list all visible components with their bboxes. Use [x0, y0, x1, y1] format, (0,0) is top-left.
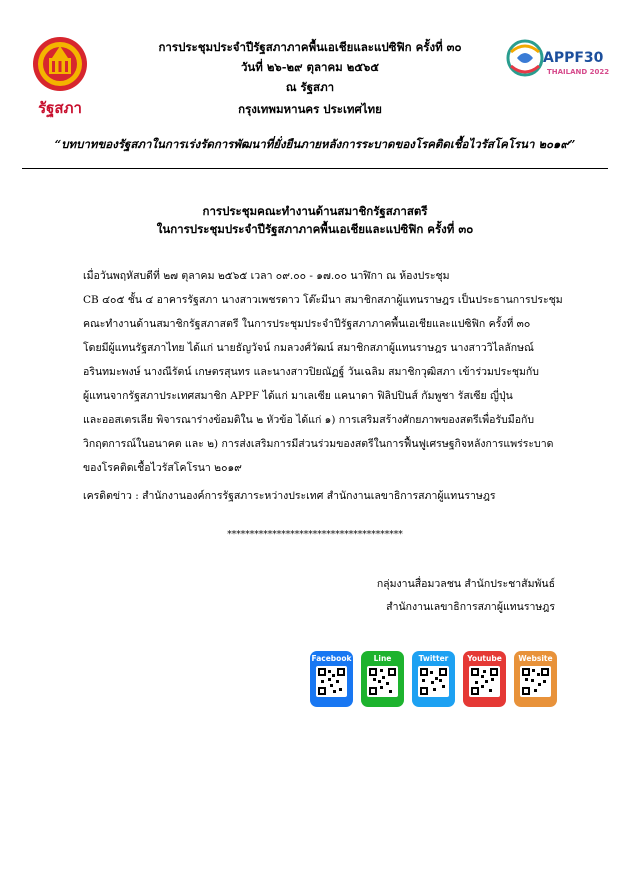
body-line: วิกฤตการณ์ในอนาคต และ ๒) การส่งเสริมการมีส่วนร่วมของสตรีในการฟื้นฟูเศรษฐกิจหลังการแพร่ระบาด: [83, 438, 554, 450]
signature-line-2: สำนักงานเลขาธิการสภาผู้แทนราษฎร: [386, 601, 555, 613]
body-line: คณะทำงานด้านสมาชิกรัฐสภาสตรี ในการประชุมประจำปีรัฐสภาภาคพื้นเอเชียและแปซิฟิก ครั้งที่ ๓๐: [83, 318, 531, 330]
social-label: Website: [518, 654, 553, 663]
line-qr-card[interactable]: [361, 651, 404, 707]
twitter-qr-icon[interactable]: [418, 666, 449, 697]
youtube-qr-icon[interactable]: [469, 666, 500, 697]
separator-stars: ***************************************: [227, 530, 403, 540]
header-theme: “บทบาทของรัฐสภาในการเร่งรัดการพัฒนาที่ยั่งยืนภายหลังการระบาดของโรคติดเชื้อไวรัสโคโรนา ๒๐๑๙”: [54, 137, 576, 151]
header-venue: ณ รัฐสภา: [285, 80, 335, 94]
parliament-seal-icon: [32, 36, 88, 92]
facebook-qr-icon[interactable]: [316, 666, 347, 697]
social-label: Facebook: [311, 654, 352, 663]
social-label: Youtube: [467, 654, 502, 663]
body-line: CB ๔๐๕ ชั้น ๔ อาคารรัฐสภา นางสาวเพชรดาว โต๊ะมีนา สมาชิกสภาผู้แทนราษฎร เป็นประธานการประชุม: [83, 294, 563, 306]
header-line-1: การประชุมประจำปีรัฐสภาภาคพื้นเอเชียและแปซิฟิก ครั้งที่ ๓๐: [158, 40, 462, 54]
website-qr-card[interactable]: [514, 651, 557, 707]
article-title-1: การประชุมคณะทำงานด้านสมาชิกรัฐสภาสตรี: [202, 204, 428, 218]
social-label: Twitter: [418, 654, 449, 663]
line-qr-icon[interactable]: [367, 666, 398, 697]
body-line: อรินทมะพงษ์ นางณีรัตน์ เกษตรสุนทร และนางสาวปิยณัฏฐ์ วันเฉลิม สมาชิกวุฒิสภา เข้าร่วมประชุมกับ: [83, 366, 539, 378]
website-qr-icon[interactable]: [520, 666, 551, 697]
body-line: ผู้แทนจากรัฐสภาประเทศสมาชิก APPF ได้แก่ มาเลเซีย แคนาดา ฟิลิปปินส์ กัมพูชา รัสเซีย ญี่ปุ่น: [83, 390, 513, 402]
parliament-logo: [28, 36, 92, 120]
header-date: วันที่ ๒๖-๒๙ ตุลาคม ๒๕๖๕: [240, 60, 380, 74]
youtube-qr-card[interactable]: [463, 651, 506, 707]
header-location: กรุงเทพมหานคร ประเทศไทย: [238, 102, 382, 116]
social-label: Line: [373, 654, 392, 663]
appf-title: APPF30: [543, 50, 604, 66]
body-line: โดยมีผู้แทนรัฐสภาไทย ได้แก่ นายธัญวัจน์ กมลวงศ์วัฒน์ สมาชิกสภาผู้แทนราษฎร นางสาววิไลลักษณ์: [83, 342, 534, 354]
body-line: และออสเตรเลีย พิจารณาร่างข้อมติใน ๒ หัวข้อ ได้แก่ ๑) การเสริมสร้างศักยภาพของสตรีเพื่อรับมือกับ: [83, 414, 535, 426]
signature-line-1: กลุ่มงานสื่อมวลชน สำนักประชาสัมพันธ์: [376, 578, 555, 590]
news-credit: เครดิตข่าว : สำนักงานองค์การรัฐสภาระหว่างประเทศ สำนักงานเลขาธิการสภาผู้แทนราษฎร: [83, 490, 496, 502]
divider: [22, 168, 608, 169]
article-title-2: ในการประชุมประจำปีรัฐสภาภาคพื้นเอเชียและแปซิฟิก ครั้งที่ ๓๐: [156, 222, 474, 236]
body-line: ของโรคติดเชื้อไวรัสโคโรนา ๒๐๑๙: [83, 462, 242, 474]
facebook-qr-card[interactable]: [310, 651, 353, 707]
body-line: เมื่อวันพฤหัสบดีที่ ๒๗ ตุลาคม ๒๕๖๕ เวลา ๐๙.๐๐ - ๑๗.๐๐ นาฬิกา ณ ห้องประชุม: [83, 270, 450, 282]
twitter-qr-card[interactable]: [412, 651, 455, 707]
parliament-logo-caption: รัฐสภา: [38, 99, 82, 117]
appf-subtitle: THAILAND 2022: [547, 68, 610, 76]
